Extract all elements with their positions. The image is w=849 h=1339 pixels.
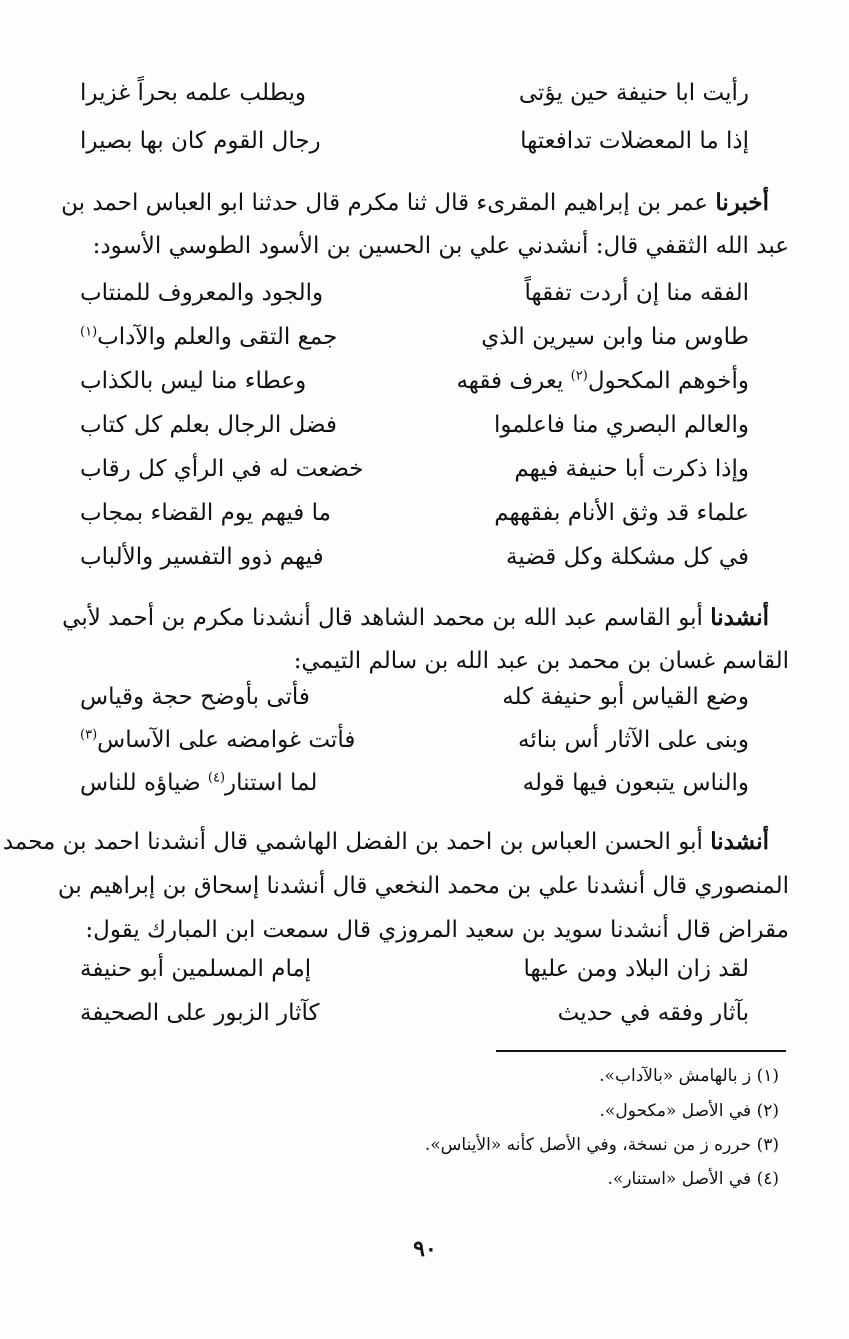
paragraph-text: عمر بن إبراهيم المقرىء قال ثنا مكرم قال حدثنا ابو العباس احمد بن bbox=[61, 190, 709, 216]
verse bbox=[0, 368, 849, 412]
hemistich-first: طاوس منا وابن سيرين الذي bbox=[481, 324, 749, 350]
hemistich-text: جمع التقى والعلم والآداب bbox=[97, 324, 338, 350]
hemistich-second: ما فيهم يوم القضاء بمجاب bbox=[80, 500, 331, 526]
hemistich-second bbox=[80, 727, 355, 753]
verse bbox=[0, 684, 849, 728]
hemistich-first: رأيت ابا حنيفة حين يؤتى bbox=[518, 80, 749, 106]
verse bbox=[0, 1000, 849, 1044]
hemistich-first: والعالم البصري منا فاعلموا bbox=[493, 412, 749, 438]
footnote: (٤) في الأصل «استنار». bbox=[607, 1169, 779, 1189]
hemistich-text: ضياؤه للناس bbox=[80, 770, 201, 796]
footnote: (٣) حرره ز من نسخة، وفي الأصل كأنه «الأيناس». bbox=[424, 1135, 779, 1155]
paragraph-line bbox=[3, 822, 769, 862]
paragraph-line: مقراض قال أنشدنا سويد بن سعيد المروزي قال سمعت ابن المبارك يقول: bbox=[85, 917, 789, 943]
paragraph-line: المنصوري قال أنشدنا علي بن محمد النخعي قال أنشدنا إسحاق بن إبراهيم بن bbox=[57, 873, 789, 899]
page-number: ٩٠ bbox=[413, 1236, 437, 1262]
hemistich-second: ويطلب علمه بحراً غزيرا bbox=[80, 80, 307, 106]
verse bbox=[0, 727, 849, 771]
footnote: (٢) في الأصل «مكحول». bbox=[599, 1101, 779, 1121]
hemistich-second: فأتى بأوضح حجة وقياس bbox=[80, 684, 310, 710]
hemistich-first: لقد زان البلاد ومن عليها bbox=[523, 956, 749, 982]
footnote: (١) ز بالهامش «بالآداب». bbox=[599, 1066, 779, 1086]
hemistich-second: رجال القوم كان بها بصيرا bbox=[80, 128, 321, 154]
hemistich-text: وأخوهم المكحول bbox=[587, 368, 749, 394]
hemistich-first: في كل مشكلة وكل قضية bbox=[506, 544, 749, 570]
hemistich-second: خضعت له في الرأي كل رقاب bbox=[80, 456, 364, 482]
hemistich-second: والجود والمعروف للمنتاب bbox=[80, 280, 324, 306]
paragraph-lead: أنشدنا bbox=[710, 828, 769, 855]
hemistich-second bbox=[80, 770, 317, 796]
paragraph-lead: أخبرنا bbox=[715, 189, 769, 216]
paragraph-line: القاسم غسان بن محمد بن عبد الله بن سالم التيمي: bbox=[293, 648, 789, 674]
paragraph-line bbox=[61, 183, 769, 223]
paragraph-line bbox=[62, 598, 769, 638]
hemistich-second: إمام المسلمين أبو حنيفة bbox=[80, 956, 312, 982]
hemistich-text: فأتت غوامضه على الآساس bbox=[97, 727, 356, 753]
hemistich-second: فيهم ذوو التفسير والألباب bbox=[80, 544, 324, 570]
hemistich-first: الفقه منا إن أردت تفقهاً bbox=[524, 280, 749, 306]
footnote-marker: (٤) bbox=[207, 770, 226, 786]
hemistich-first: وإذا ذكرت أبا حنيفة فيهم bbox=[514, 456, 749, 482]
hemistich-first bbox=[456, 368, 749, 394]
hemistich-first: وضع القياس أبو حنيفة كله bbox=[502, 684, 749, 710]
hemistich-first: علماء قد وثق الأنام بفقههم bbox=[494, 500, 749, 526]
paragraph-line: عبد الله الثقفي قال: أنشدني علي بن الحسين بن الأسود الطوسي الأسود: bbox=[92, 233, 789, 259]
hemistich-text: يعرف فقهه bbox=[456, 368, 564, 394]
footnote-divider bbox=[496, 1050, 786, 1052]
verse bbox=[0, 80, 849, 124]
verse bbox=[0, 500, 849, 544]
paragraph-text: أبو القاسم عبد الله بن محمد الشاهد قال أنشدنا مكرم بن أحمد لأبي bbox=[62, 605, 703, 631]
hemistich-first: وبنى على الآثار أس بنائه bbox=[518, 727, 749, 753]
paragraph-text: أبو الحسن العباس بن احمد بن الفضل الهاشمي قال أنشدنا احمد بن محمد bbox=[2, 829, 703, 855]
verse bbox=[0, 128, 849, 172]
verse bbox=[0, 456, 849, 500]
hemistich-second bbox=[80, 324, 337, 350]
verse bbox=[0, 956, 849, 1000]
hemistich-second: وعطاء منا ليس بالكذاب bbox=[80, 368, 307, 394]
hemistich-text: لما استنار bbox=[225, 770, 318, 796]
hemistich-second: كآثار الزبور على الصحيفة bbox=[80, 1000, 320, 1026]
paragraph-lead: أنشدنا bbox=[710, 604, 769, 631]
hemistich-first: بآثار وفقه في حديث bbox=[557, 1000, 749, 1026]
footnote-marker: (١) bbox=[80, 324, 98, 340]
verse bbox=[0, 544, 849, 588]
footnote-marker: (٣) bbox=[80, 727, 98, 743]
footnote-marker: (٢) bbox=[570, 368, 588, 384]
hemistich-first: إذا ما المعضلات تدافعتها bbox=[520, 128, 749, 154]
hemistich-first: والناس يتبعون فيها قوله bbox=[522, 770, 749, 796]
verse bbox=[0, 324, 849, 368]
verse bbox=[0, 280, 849, 324]
verse bbox=[0, 412, 849, 456]
verse bbox=[0, 770, 849, 814]
hemistich-second: فضل الرجال بعلم كل كتاب bbox=[80, 412, 337, 438]
